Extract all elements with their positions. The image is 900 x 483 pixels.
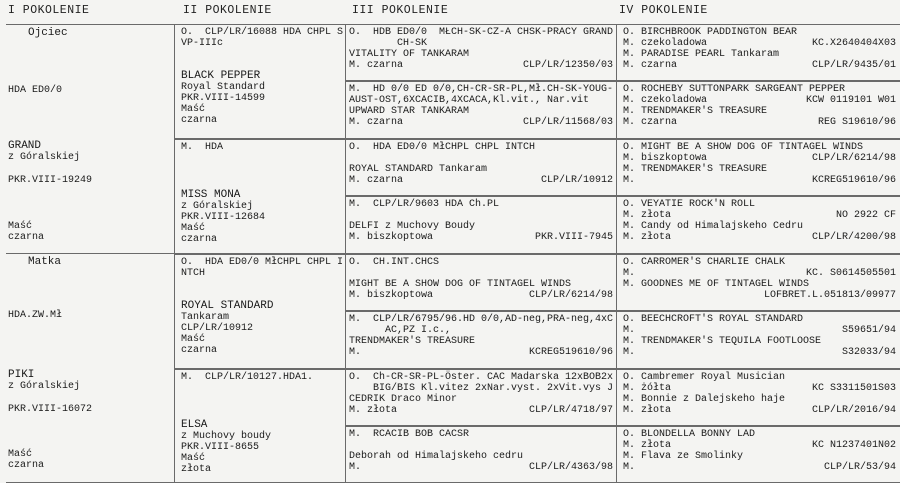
gen4-sire-reg: CLP/LR/6214/98: [811, 153, 896, 164]
gen3-name: UPWARD STAR TANKARAM: [349, 106, 470, 117]
gen2-name: ROYAL STANDARD: [181, 300, 274, 312]
gen2-notes: [181, 142, 223, 164]
gen4-dam-reg: CLP/LR/9435/01: [811, 60, 896, 71]
gen3-colour-row: [349, 117, 613, 128]
gen4-sire: O. BLONDELLA BONNY LAD: [623, 429, 756, 440]
gen3-colour-row: [349, 232, 613, 243]
gen4-dam: M. PARADISE PEARL Tankaram: [623, 49, 780, 60]
gen2-kennel: Tankaram: [181, 312, 230, 323]
gen4-sire-reg: NO 2922 CF: [835, 210, 896, 221]
gen3-note-1: M. CLP/LR/6795/96.HD 0/0,AD-neg,PRA-neg,4xC: [349, 314, 614, 325]
gen3-colour-row: [349, 290, 613, 301]
gen4-content: [623, 429, 896, 473]
gen4-cell: [617, 196, 900, 254]
gen3-colour-row: [349, 347, 613, 358]
father-colour-label: Maść: [8, 221, 33, 232]
gen4-sire-colour: M. złota: [623, 210, 672, 221]
gen4-cell: [617, 311, 900, 369]
gen3-reg: CLP/LR/12350/03: [522, 60, 613, 71]
father-name: GRAND: [8, 140, 42, 152]
gen3-colour: M.: [349, 347, 362, 358]
gen4-dam: M. Flava ze Smolinky: [623, 451, 744, 462]
gen1-mother: [6, 254, 174, 483]
gen4-content: [623, 27, 896, 71]
gen3-note-1: M. HD 0/0 ED 0/0,CH-CR-SR-PL,Mł.CH-SK-YOUG-: [349, 84, 614, 95]
father-kennel: z Góralskiej: [8, 152, 81, 163]
gen3-colour-row: [349, 175, 613, 186]
gen3-name: TRENDMAKER'S TREASURE: [349, 336, 476, 347]
mother-colour-label: Maść: [8, 449, 33, 460]
gen3-colour-row: [349, 405, 613, 416]
gen3-reg: CLP/LR/4718/97: [528, 405, 613, 416]
gen3-cell: [345, 24, 617, 81]
mother-colour-block: [8, 449, 44, 471]
gen2-reg: PKR.VIII-14599: [181, 93, 266, 104]
gen3-note-1: M. RCACIB BOB CACSR: [349, 429, 470, 440]
gen3-note-2: CH-SK: [349, 38, 428, 49]
gen4-dam-colour: M.: [623, 175, 636, 186]
gen3-note-1: M. CLP/LR/9603 HDA Ch.PL: [349, 199, 500, 210]
gen3-note-2: AUST-OST,6XCACIB,4XCACA,Kl.vit., Nar.vit: [349, 95, 590, 106]
gen4-content: [623, 199, 896, 243]
gen4-sire-row: [623, 38, 896, 49]
gen4-dam: M. TRENDMAKER'S TREASURE: [623, 106, 768, 117]
mother-colour: czarna: [8, 460, 45, 471]
gen4-sire-colour: M. czekoladowa: [623, 95, 708, 106]
gen2-kennel: z Muchovy boudy: [181, 431, 272, 442]
father-tests: HDA ED0/0: [8, 85, 63, 96]
gen2-kennel: Royal Standard: [181, 82, 266, 93]
gen4-content: [623, 314, 896, 358]
gen4-sire-colour: M.: [623, 268, 636, 279]
gen4-sire-reg: KC S3311501S03: [811, 383, 896, 394]
gen2-colour-label: Maść: [181, 223, 206, 234]
gen2-notes: [181, 372, 313, 394]
gen4-sire-row: [623, 383, 896, 394]
gen2-dog: [181, 301, 273, 356]
gen2-note-2: [181, 383, 313, 394]
gen3-note-2: [349, 153, 613, 164]
gen2-dog: [181, 71, 265, 126]
header-gen-1: I POKOLENIE: [8, 4, 90, 17]
gen3-note-2: AC,PZ I.c.,: [349, 325, 452, 336]
gen4-cell: [617, 426, 900, 483]
gen3-reg: CLP/LR/11568/03: [522, 117, 613, 128]
gen2-dog: [181, 420, 271, 475]
gen4-sire-row: [623, 268, 896, 279]
father-role: Ojciec: [28, 27, 68, 39]
gen3-colour: M. czarna: [349, 175, 404, 186]
gen4-sire: O. BIRCHBROOK PADDINGTON BEAR: [623, 27, 798, 38]
gen3-name: VITALITY OF TANKARAM: [349, 49, 470, 60]
gen2-colour-label: Maść: [181, 453, 206, 464]
gen4-sire-row: [623, 95, 896, 106]
gen2-cell: [174, 139, 345, 254]
gen3-content: [349, 314, 613, 358]
gen4-sire: O. MIGHT BE A SHOW DOG OF TINTAGEL WINDS: [623, 142, 864, 153]
mother-name: PIKI: [8, 369, 35, 381]
gen4-cell: [617, 369, 900, 426]
gen4-sire-colour: M.: [623, 325, 636, 336]
gen2-notes: [181, 27, 343, 49]
gen3-note-2: BIG/BIS Kl.vitez 2xNar.vyst. 2xVit.vys J: [349, 383, 614, 394]
mother-role: Matka: [28, 256, 62, 268]
gen3-content: [349, 27, 613, 71]
gen3-reg: CLP/LR/4363/98: [528, 462, 613, 473]
gen3-cell: [345, 311, 617, 369]
header-gen-4: IV POKOLENIE: [619, 4, 708, 17]
gen3-name: Deborah od Himalajskeho cedru: [349, 451, 524, 462]
gen4-dam-reg: REG S19610/96: [817, 117, 896, 128]
gen3-name: CEDRIK Draco Minor: [349, 394, 458, 405]
gen4-cell: [617, 139, 900, 196]
gen4-dam-row: [623, 347, 896, 358]
gen3-note-1: O. HDB ED0/0 MŁCH-SK-CZ-A CHSK-PRACY GRAND: [349, 27, 614, 38]
gen1-father: [6, 24, 174, 254]
gen3-colour: M.: [349, 462, 362, 473]
gen4-sire-colour: M. czekoladowa: [623, 38, 708, 49]
header-gen-3: III POKOLENIE: [352, 4, 449, 17]
gen4-dam-row: [623, 175, 896, 186]
gen2-note-2: [181, 153, 223, 164]
gen4-dam-row: [623, 60, 896, 71]
gen4-dam-reg: LOFBRET.L.051813/09977: [763, 290, 896, 301]
gen4-dam-colour: M.: [623, 462, 636, 473]
gen3-name: DELFI z Muchovy Boudy: [349, 221, 476, 232]
gen4-sire-colour: M. złota: [623, 440, 672, 451]
gen4-sire: O. BEECHCROFT'S ROYAL STANDARD: [623, 314, 804, 325]
gen3-cell: [345, 254, 617, 311]
gen4-dam-row: [623, 462, 896, 473]
gen2-note-2: VP-IIIc: [181, 38, 224, 49]
gen3-content: [349, 142, 613, 186]
gen3-note-1: O. Ch-CR-SR-PL-Öster. CAC Madarska 12xBOB2x: [349, 372, 614, 383]
gen4-dam: M. GOODNES ME OF TINTAGEL WINDS: [623, 279, 810, 290]
gen3-reg: KCREG519610/96: [528, 347, 613, 358]
gen4-sire: O. VEYATIE ROCK'N ROLL: [623, 199, 756, 210]
gen4-dam: M. TRENDMAKER'S TREASURE: [623, 164, 768, 175]
gen3-note-2: [349, 210, 613, 221]
gen3-content: [349, 372, 613, 416]
gen4-dam-row: [623, 290, 896, 301]
gen4-dam-colour: M. czarna: [623, 60, 678, 71]
gen2-cell: [174, 369, 345, 483]
gen2-note-2: NTCH: [181, 268, 206, 279]
gen4-dam-colour: M. złota: [623, 232, 672, 243]
gen2-note-1: O. CLP/LR/16088 HDA CHPL S: [181, 27, 344, 38]
gen4-dam-reg: CLP/LR/4200/98: [811, 232, 896, 243]
gen3-name: ROYAL STANDARD Tankaram: [349, 164, 488, 175]
gen4-dam-reg: KCREG519610/96: [811, 175, 896, 186]
gen3-content: [349, 84, 613, 128]
gen2-note-1: M. HDA: [181, 142, 224, 153]
gen3-reg: CLP/LR/10912: [540, 175, 613, 186]
gen3-colour: M. biszkoptowa: [349, 290, 434, 301]
gen3-content: [349, 257, 613, 301]
father-block: [8, 141, 92, 186]
mother-block: [8, 370, 92, 415]
father-reg: PKR.VIII-19249: [8, 175, 93, 186]
gen3-colour-row: [349, 462, 613, 473]
gen4-content: [623, 84, 896, 128]
gen2-colour: czarna: [181, 115, 218, 126]
mother-tests: HDA.ZW.Mł: [8, 310, 63, 321]
gen4-dam: M. Candy od Himalajskeho Cedru: [623, 221, 804, 232]
gen2-colour: czarna: [181, 234, 218, 245]
gen2-colour: czarna: [181, 345, 218, 356]
gen2-note-1: O. HDA ED0/0 MłCHPL CHPL I: [181, 257, 344, 268]
gen3-colour-row: [349, 60, 613, 71]
gen4-sire-row: [623, 325, 896, 336]
gen2-name: BLACK PEPPER: [181, 70, 261, 82]
gen3-note-1: O. HDA ED0/0 MłCHPL CHPL INTCH: [349, 142, 536, 153]
gen4-sire-colour: M. biszkoptowa: [623, 153, 708, 164]
gen2-note-1: M. CLP/LR/10127.HDA1.: [181, 372, 314, 383]
pedigree-table: [6, 24, 900, 483]
gen4-sire-reg: KCW 0119101 W01: [805, 95, 896, 106]
gen4-dam-row: [623, 117, 896, 128]
gen3-content: [349, 199, 613, 243]
gen4-dam-colour: M. złota: [623, 405, 672, 416]
gen4-sire-colour: M. żółta: [623, 383, 672, 394]
gen2-name: ELSA: [181, 419, 208, 431]
gen4-sire-row: [623, 210, 896, 221]
gen2-reg: PKR.VIII-8655: [181, 442, 260, 453]
gen3-cell: [345, 196, 617, 254]
gen2-colour-label: Maść: [181, 334, 206, 345]
gen2-colour: złota: [181, 464, 212, 475]
gen4-sire: O. ROCHEBY SUTTONPARK SARGEANT PEPPER: [623, 84, 846, 95]
gen4-sire: O. Cambremer Royal Musician: [623, 372, 786, 383]
father-colour-block: [8, 221, 44, 243]
gen4-content: [623, 257, 896, 301]
gen4-sire: O. CARROMER'S CHARLIE CHALK: [623, 257, 786, 268]
gen3-cell: [345, 426, 617, 483]
gen3-reg: CLP/LR/6214/98: [528, 290, 613, 301]
gen4-dam-reg: CLP/LR/2016/94: [811, 405, 896, 416]
gen2-kennel: z Góralskiej: [181, 201, 254, 212]
gen3-colour: M. złota: [349, 405, 398, 416]
father-colour: czarna: [8, 232, 45, 243]
gen4-dam-colour: M. czarna: [623, 117, 678, 128]
gen3-name: MIGHT BE A SHOW DOG OF TINTAGEL WINDS: [349, 279, 572, 290]
gen4-sire-reg: KC.X2640404X03: [811, 38, 896, 49]
gen4-cell: [617, 81, 900, 139]
gen3-note-2: [349, 440, 613, 451]
gen4-sire-row: [623, 440, 896, 451]
gen2-cell: [174, 254, 345, 369]
gen4-sire-row: [623, 153, 896, 164]
gen4-dam-row: [623, 405, 896, 416]
gen2-reg: CLP/LR/10912: [181, 323, 254, 334]
gen4-content: [623, 372, 896, 416]
gen4-dam: M. TRENDMAKER'S TEQUILA FOOTLOOSE: [623, 336, 822, 347]
gen4-content: [623, 142, 896, 186]
gen4-dam-reg: S32033/94: [841, 347, 896, 358]
gen2-colour-label: Maść: [181, 104, 206, 115]
gen3-colour: M. biszkoptowa: [349, 232, 434, 243]
mother-reg: PKR.VIII-16072: [8, 404, 93, 415]
gen2-name: MISS MONA: [181, 189, 241, 201]
gen4-dam-row: [623, 232, 896, 243]
gen3-note-1: O. CH.INT.CHCS: [349, 257, 440, 268]
gen3-note-2: [349, 268, 613, 279]
mother-kennel: z Góralskiej: [8, 381, 81, 392]
gen3-cell: [345, 81, 617, 139]
gen4-dam: M. Bonnie z Dalejskeho haje: [623, 394, 786, 405]
gen3-cell: [345, 139, 617, 196]
gen2-cell: [174, 24, 345, 139]
gen3-cell: [345, 369, 617, 426]
gen4-dam-colour: M.: [623, 347, 636, 358]
gen2-notes: [181, 257, 343, 279]
gen3-colour: M. czarna: [349, 60, 404, 71]
gen2-dog: [181, 190, 265, 245]
gen2-reg: PKR.VIII-12684: [181, 212, 266, 223]
gen4-cell: [617, 24, 900, 81]
header-gen-2: II POKOLENIE: [183, 4, 272, 17]
gen4-sire-reg: KC. S0614505501: [805, 268, 896, 279]
gen4-cell: [617, 254, 900, 311]
gen4-sire-reg: KC N1237401N02: [811, 440, 896, 451]
gen3-reg: PKR.VIII-7945: [534, 232, 613, 243]
gen4-dam-reg: CLP/LR/53/94: [823, 462, 896, 473]
gen3-colour: M. czarna: [349, 117, 404, 128]
gen3-content: [349, 429, 613, 473]
gen4-sire-reg: S59651/94: [841, 325, 896, 336]
